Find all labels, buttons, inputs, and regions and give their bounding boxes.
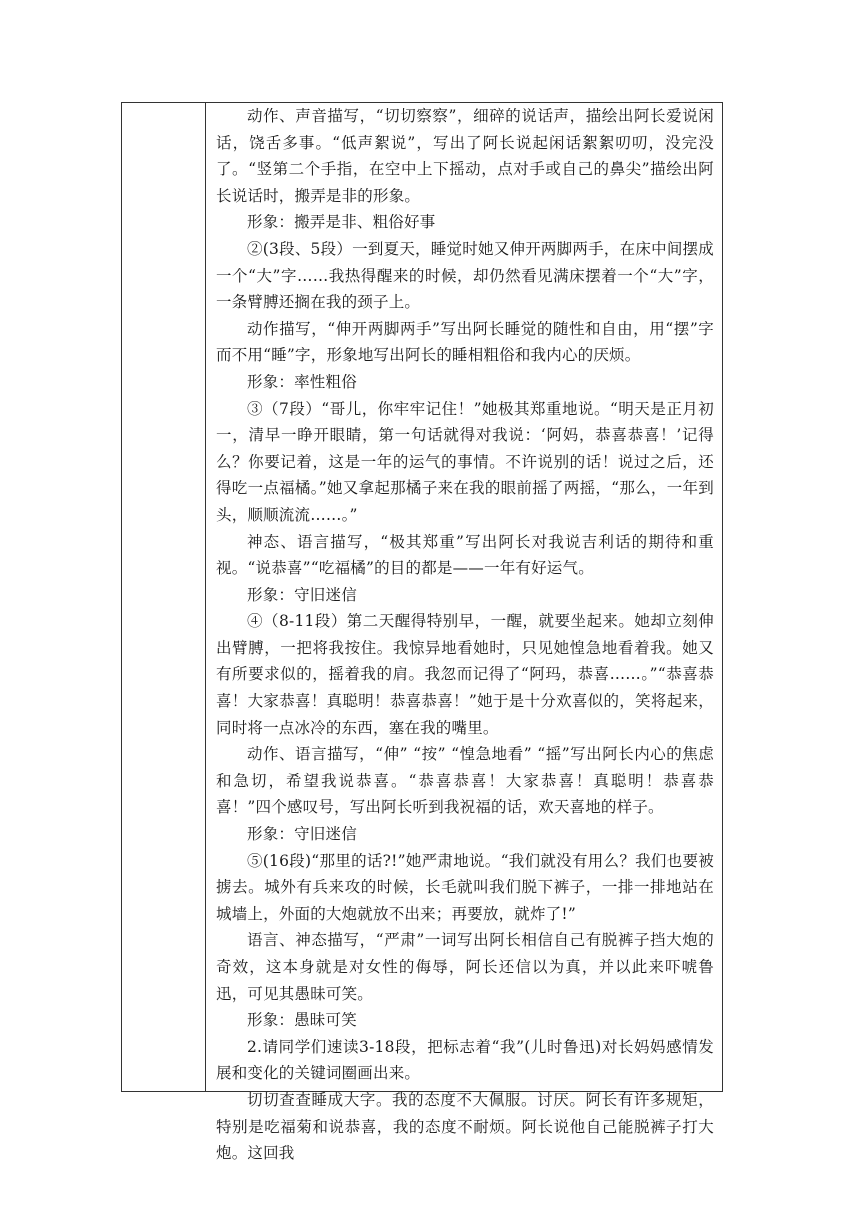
table-left-cell bbox=[122, 103, 206, 1091]
paragraph: 形象：搬弄是非、粗俗好事 bbox=[247, 213, 436, 232]
paragraph: 切切查查睡成大字。我的态度不大佩服。讨厌。阿长有许多规矩，特别是吃福菊和说恭喜，我的态度不耐烦。阿长说他自己能脱裤子打大炮。这回我 bbox=[216, 1090, 714, 1163]
paragraph: 语言、神态描写，“严肃”一词写出阿长相信自己有脱裤子挡大炮的奇效，这本身就是对女性的侮辱，阿长还信以为真，并以此来吓唬鲁迅，可见其愚昧可笑。 bbox=[216, 931, 714, 1003]
paragraph: 2.请同学们速读3-18段，把标志着“我”(儿时鲁迅)对长妈妈感情发展和变化的关键词圈画出来。 bbox=[216, 1037, 714, 1083]
paragraph: 动作描写，“伸开两脚两手”写出阿长睡觉的随性和自由，用“摆”字而不用“睡”字，形象地写出阿长的睡相粗俗和我内心的厌烦。 bbox=[216, 319, 714, 365]
paragraph: ④（8-11段）第二天醒得特别早，一醒，就要坐起来。她却立刻伸出臂膊，一把将我按住。我惊异地看她时，只见她惶急地看着我。她又有所要求似的，摇着我的肩。我忽而记得了“阿玛，恭喜……。”“恭喜恭喜！大家恭喜！真聪明！恭喜恭喜！”她于是十分欢喜似的，笑将起来，同时将一点冰冷的东西，塞在我的嘴里。 bbox=[216, 612, 714, 737]
paragraph: 形象：率性粗俗 bbox=[247, 372, 357, 391]
paragraph: 动作、声音描写，“切切察察”，细碎的说话声，描绘出阿长爱说闲话，饶舌多事。“低声絮说”，写出了阿长说起闲话絮絮叨叨，没完没了。“竖第二个手指，在空中上下摇动，点对手或自己的鼻尖”描绘出阿长说话时，搬弄是非的形象。 bbox=[216, 107, 714, 205]
paragraph: 形象：愚昧可笑 bbox=[247, 1011, 357, 1030]
paragraph: 动作、语言描写，“伸” “按” “惶急地看” “摇”写出阿长内心的焦虑和急切，希望我说恭喜。“恭喜恭喜！大家恭喜！真聪明！恭喜恭喜！”四个感叹号，写出阿长听到我祝福的话，欢天喜地的样子。 bbox=[216, 745, 714, 817]
lesson-table bbox=[121, 102, 723, 1163]
paragraph: 神态、语言描写，“极其郑重”写出阿长对我说吉利话的期待和重视。“说恭喜”“吃福橘”的目的都是——一年有好运气。 bbox=[216, 532, 714, 578]
paragraph: ②(3段、5段）一到夏天，睡觉时她又伸开两脚两手，在床中间摆成一个“大”字……我热得醒来的时候，却仍然看见满床摆着一个“大”字，一条臂膊还搁在我的颈子上。 bbox=[216, 239, 714, 312]
table-content-cell bbox=[206, 103, 722, 1163]
paragraph: 形象：守旧迷信 bbox=[247, 585, 357, 604]
paragraph: ⑤(16段)“那里的话?!”她严肃地说。“我们就没有用么？我们也要被掳去。城外有兵来攻的时候，长毛就叫我们脱下裤子，一排一排地站在城墙上，外面的大炮就放不出来；再要放，就炸了!” bbox=[216, 851, 714, 923]
paragraph: 形象：守旧迷信 bbox=[247, 825, 357, 844]
paragraph: ③（7段）“哥儿，你牢牢记住！”她极其郑重地说。“明天是正月初一，清早一睁开眼睛，第一句话就得对我说：‘阿妈，恭喜恭喜！’记得么？你要记着，这是一年的运气的事情。不许说别的话！说过之后，还得吃一点福橘。”她又拿起那橘子来在我的眼前摇了两摇，“那么，一年到头，顺顺流流……。” bbox=[216, 399, 714, 524]
